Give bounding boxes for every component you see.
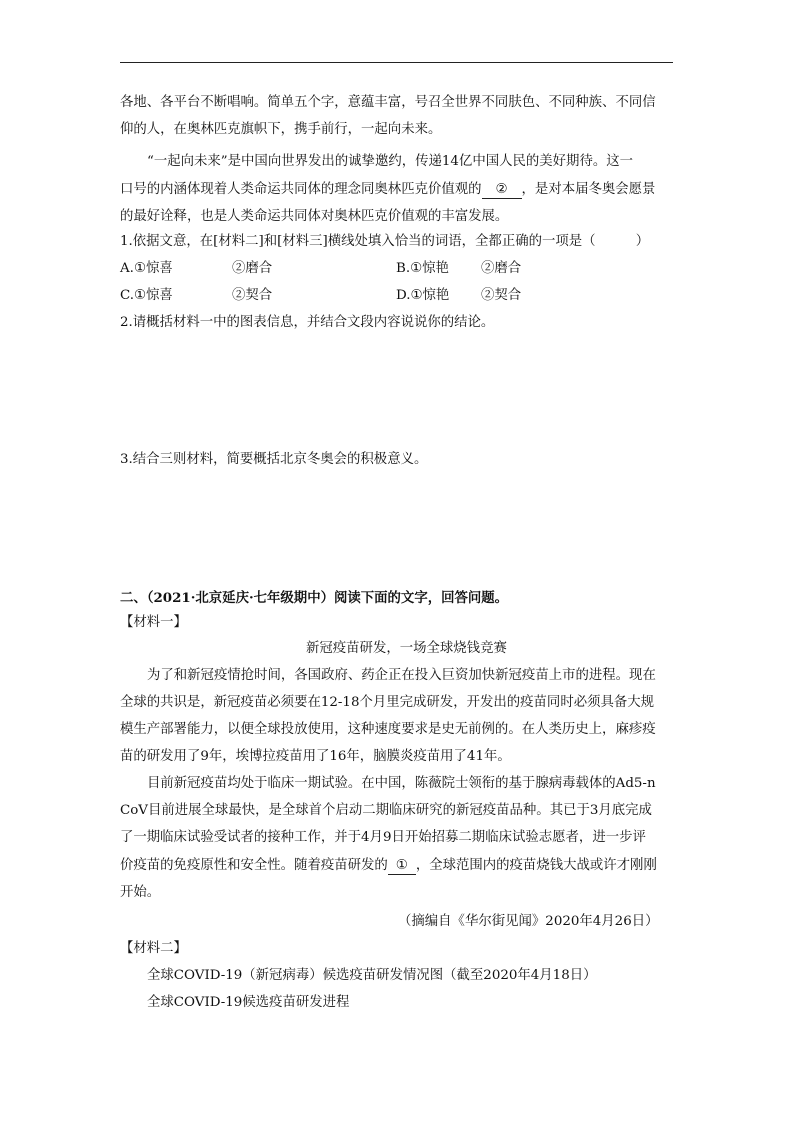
option-letter: C.	[120, 288, 135, 303]
text: ，是对本届冬奥会愿景	[521, 182, 656, 197]
option-d[interactable]	[396, 286, 449, 306]
article-line: 目前新冠疫苗均处于临床一期试验。在中国，陈薇院士领衔的基于腺病毒载体的Ad5-n	[147, 776, 656, 791]
top-rule	[120, 62, 673, 63]
article-line: 了一期临床试验受试者的接种工作，并于4月9日开始招募二期临床试验志愿者，进一步评	[120, 830, 646, 845]
material-2-line: 全球COVID-19（新冠病毒）候选疫苗研发情况图（截至2020年4月18日）	[147, 968, 597, 983]
article-line: 苗的研发用了9年，埃博拉疫苗用了16年，脑膜炎疫苗用了41年。	[120, 749, 511, 764]
text: 口号的内涵体现着人类命运共同体的理念同奥林匹克价值观的	[120, 182, 482, 197]
passage-line-with-blank	[120, 180, 655, 200]
option-letter: B.	[396, 261, 411, 276]
option-b-word-2: ②磨合	[481, 261, 522, 276]
material-2-line: 全球COVID-19候选疫苗研发进程	[147, 995, 350, 1010]
text: ，全球范围内的疫苗烧钱大战或许才刚刚	[415, 858, 657, 873]
article-title: 新冠疫苗研发，一场全球烧钱竞赛	[306, 641, 507, 656]
option-word-1: ①惊喜	[133, 261, 173, 276]
article-line: 开始。	[120, 885, 161, 900]
option-b[interactable]	[396, 259, 449, 279]
question-3: 3.结合三则材料，简要概括北京冬奥会的积极意义。	[120, 452, 428, 467]
article-line: 全球的共识是，新冠疫苗必须要在12-18个月里完成研发，开发出的疫苗同时必须具备大规	[120, 695, 655, 710]
passage-line: “一起向未来”是中国向世界发出的诚挚邀约，传递14亿中国人民的美好期待。这一	[147, 154, 634, 169]
source-citation: （摘编自《华尔街见闻》2020年4月26日）	[398, 914, 659, 929]
question-1-stem: 1.依据文意，在[材料二]和[材料三]横线处填入恰当的词语，全都正确的一项是（ ）	[120, 234, 650, 249]
option-d-word-2: ②契合	[481, 288, 522, 303]
article-line: 模生产部署能力，以便全球投放使用，这种速度要求是史无前例的。在人类历史上，麻疹疫	[120, 722, 656, 737]
material-1-label: 【材料一】	[120, 615, 187, 630]
material-2-label: 【材料二】	[120, 941, 187, 956]
fill-blank-1[interactable]: ①	[388, 858, 416, 875]
option-letter: D.	[396, 288, 411, 303]
passage-line: 各地、各平台不断唱响。简单五个字，意蕴丰富，号召全世界不同肤色、不同种族、不同信	[120, 95, 656, 110]
option-word-1: ①惊喜	[134, 288, 173, 303]
article-line: CoV目前进展全球最快，是全球首个启动二期临床研究的新冠疫苗品种。其已于3月底完成	[120, 803, 652, 818]
question-2: 2.请概括材料一中的图表信息，并结合文段内容说说你的结论。	[120, 315, 495, 330]
text: 价疫苗的免疫原性和安全性。随着疫苗研发的	[120, 858, 388, 873]
option-c-word-2: ②契合	[232, 288, 273, 303]
option-word-1: ①惊艳	[410, 288, 450, 303]
option-c[interactable]	[120, 286, 173, 306]
article-line-with-blank	[120, 856, 657, 876]
passage-line: 的最好诠释，也是人类命运共同体对奥林匹克价值观的丰富发展。	[120, 209, 509, 224]
option-a-word-2: ②磨合	[232, 261, 273, 276]
option-letter: A.	[120, 261, 134, 276]
section-2-header: 二、（2021·北京延庆·七年级期中）阅读下面的文字，回答问题。	[120, 590, 509, 606]
passage-line: 仰的人，在奥林匹克旗帜下，携手前行，一起向未来。	[120, 122, 442, 137]
option-word-1: ①惊艳	[410, 261, 449, 276]
article-line: 为了和新冠疫情抢时间，各国政府、药企正在投入巨资加快新冠疫苗上市的进程。现在	[147, 668, 656, 683]
fill-blank-2[interactable]: ②	[482, 182, 522, 199]
option-a[interactable]	[120, 259, 173, 279]
